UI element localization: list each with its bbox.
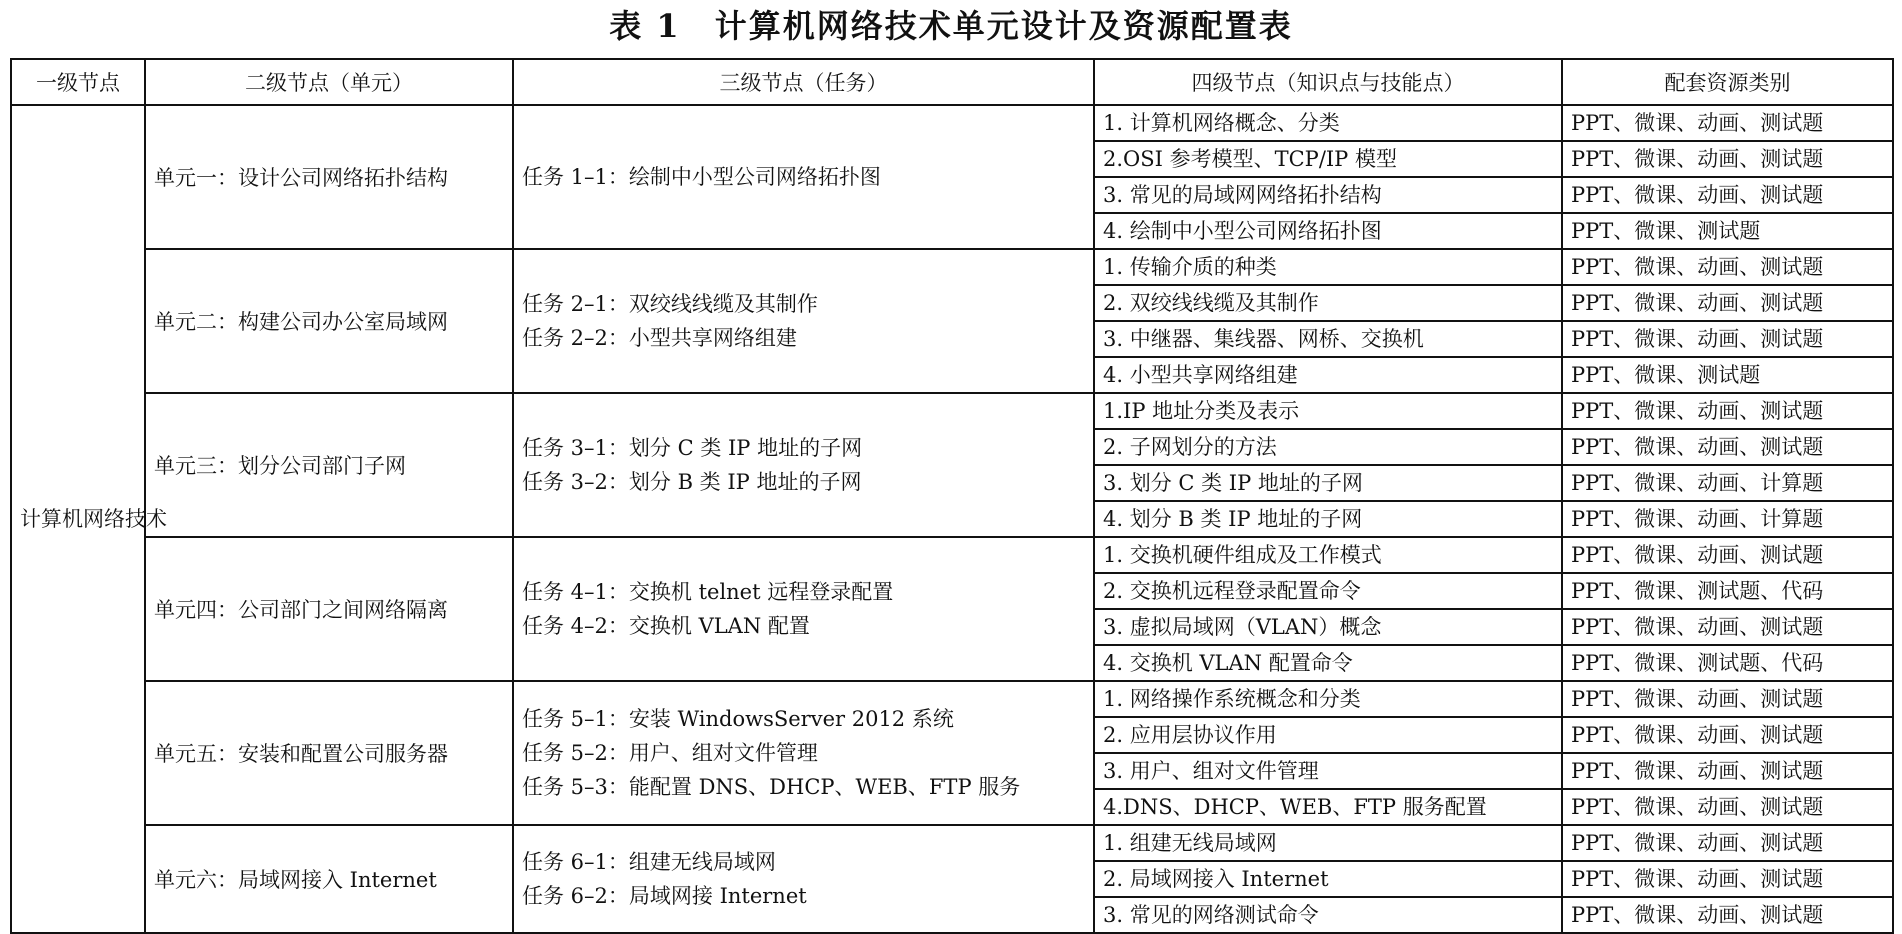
resource-cell: PPT、微课、动画、测试题	[1562, 753, 1893, 789]
resource-cell: PPT、微课、测试题	[1562, 357, 1893, 393]
table-title: 表 1 计算机网络技术单元设计及资源配置表	[609, 7, 1293, 45]
task-item: 任务 3–1：划分 C 类 IP 地址的子网	[522, 436, 863, 460]
resource-cell: PPT、微课、动画、测试题	[1562, 789, 1893, 825]
resource-cell: PPT、微课、动画、计算题	[1562, 465, 1893, 501]
header-level1: 一级节点	[11, 59, 145, 105]
resource-cell: PPT、微课、测试题、代码	[1562, 645, 1893, 681]
task-item: 任务 2–2：小型共享网络组建	[522, 326, 797, 350]
knowledge-cell: 4. 绘制中小型公司网络拓扑图	[1094, 213, 1562, 249]
resource-cell: PPT、微课、动画、测试题	[1562, 717, 1893, 753]
knowledge-cell: 2. 局域网接入 Internet	[1094, 861, 1562, 897]
knowledge-cell: 2. 交换机远程登录配置命令	[1094, 573, 1562, 609]
knowledge-cell: 3. 划分 C 类 IP 地址的子网	[1094, 465, 1562, 501]
task-item: 任务 6–2：局域网接 Internet	[522, 884, 807, 908]
task-cell	[513, 681, 1094, 825]
knowledge-cell: 1. 网络操作系统概念和分类	[1094, 681, 1562, 717]
knowledge-cell: 1. 传输介质的种类	[1094, 249, 1562, 285]
resource-cell: PPT、微课、动画、测试题	[1562, 249, 1893, 285]
knowledge-cell: 2. 子网划分的方法	[1094, 429, 1562, 465]
table-row	[11, 825, 1893, 861]
task-item: 任务 1–1：绘制中小型公司网络拓扑图	[522, 165, 881, 189]
knowledge-cell: 1. 交换机硬件组成及工作模式	[1094, 537, 1562, 573]
task-cell	[513, 825, 1094, 933]
resource-cell: PPT、微课、动画、测试题	[1562, 393, 1893, 429]
knowledge-cell: 2.OSI 参考模型、TCP/IP 模型	[1094, 141, 1562, 177]
knowledge-cell: 3. 用户、组对文件管理	[1094, 753, 1562, 789]
task-item: 任务 6–1：组建无线局域网	[522, 850, 776, 874]
watermark: ​	[1878, 879, 1888, 891]
knowledge-cell: 1.IP 地址分类及表示	[1094, 393, 1562, 429]
resource-cell: PPT、微课、动画、测试题	[1562, 537, 1893, 573]
task-item: 任务 5–1：安装 WindowsServer 2012 系统	[522, 707, 954, 731]
header-level2: 二级节点（单元）	[145, 59, 513, 105]
header-level3: 三级节点（任务）	[513, 59, 1094, 105]
level1-node: 计算机网络技术	[11, 105, 145, 933]
unit-cell: 单元二：构建公司办公室局域网	[145, 249, 513, 393]
task-cell	[513, 537, 1094, 681]
task-cell	[513, 249, 1094, 393]
knowledge-cell: 4. 划分 B 类 IP 地址的子网	[1094, 501, 1562, 537]
header-resources: 配套资源类别	[1562, 59, 1893, 105]
unit-cell: 单元四：公司部门之间网络隔离	[145, 537, 513, 681]
resource-cell: PPT、微课、动画、测试题	[1562, 609, 1893, 645]
unit-cell: 单元三：划分公司部门子网	[145, 393, 513, 537]
resource-cell: PPT、微课、测试题	[1562, 213, 1893, 249]
resource-table	[10, 58, 1894, 934]
task-item: 任务 2–1：双绞线线缆及其制作	[522, 292, 818, 316]
knowledge-cell: 3. 中继器、集线器、网桥、交换机	[1094, 321, 1562, 357]
resource-cell: PPT、微课、动画、测试题	[1562, 861, 1893, 897]
task-item: 任务 3–2：划分 B 类 IP 地址的子网	[522, 470, 862, 494]
table-row	[11, 249, 1893, 285]
knowledge-cell: 1. 组建无线局域网	[1094, 825, 1562, 861]
knowledge-cell: 1. 计算机网络概念、分类	[1094, 105, 1562, 141]
task-item: 任务 4–2：交换机 VLAN 配置	[522, 614, 810, 638]
resource-cell: PPT、微课、动画、测试题	[1562, 825, 1893, 861]
knowledge-cell: 4. 交换机 VLAN 配置命令	[1094, 645, 1562, 681]
resource-cell: PPT、微课、测试题、代码	[1562, 573, 1893, 609]
table-row	[11, 537, 1893, 573]
knowledge-cell: 3. 常见的局域网网络拓扑结构	[1094, 177, 1562, 213]
resource-cell: PPT、微课、动画、测试题	[1562, 681, 1893, 717]
task-item: 任务 4–1：交换机 telnet 远程登录配置	[522, 580, 894, 604]
resource-cell: PPT、微课、动画、测试题	[1562, 141, 1893, 177]
unit-cell: 单元五：安装和配置公司服务器	[145, 681, 513, 825]
knowledge-cell: 4.DNS、DHCP、WEB、FTP 服务配置	[1094, 789, 1562, 825]
table-row	[11, 393, 1893, 429]
unit-cell: 单元一：设计公司网络拓扑结构	[145, 105, 513, 249]
header-level4: 四级节点（知识点与技能点）	[1094, 59, 1562, 105]
table-body	[11, 105, 1893, 933]
table-row	[11, 681, 1893, 717]
resource-cell: PPT、微课、动画、测试题	[1562, 177, 1893, 213]
table-row	[11, 105, 1893, 141]
resource-cell: PPT、微课、动画、测试题	[1562, 897, 1893, 933]
task-cell	[513, 393, 1094, 537]
unit-cell: 单元六：局域网接入 Internet	[145, 825, 513, 933]
resource-cell: PPT、微课、动画、计算题	[1562, 501, 1893, 537]
knowledge-cell: 3. 常见的网络测试命令	[1094, 897, 1562, 933]
resource-cell: PPT、微课、动画、测试题	[1562, 105, 1893, 141]
task-cell	[513, 105, 1094, 249]
knowledge-cell: 2. 应用层协议作用	[1094, 717, 1562, 753]
knowledge-cell: 3. 虚拟局域网（VLAN）概念	[1094, 609, 1562, 645]
header-row	[11, 59, 1893, 105]
knowledge-cell: 4. 小型共享网络组建	[1094, 357, 1562, 393]
knowledge-cell: 2. 双绞线线缆及其制作	[1094, 285, 1562, 321]
resource-cell: PPT、微课、动画、测试题	[1562, 285, 1893, 321]
task-item: 任务 5–2：用户、组对文件管理	[522, 741, 818, 765]
resource-cell: PPT、微课、动画、测试题	[1562, 321, 1893, 357]
task-item: 任务 5–3：能配置 DNS、DHCP、WEB、FTP 服务	[522, 775, 1021, 799]
resource-cell: PPT、微课、动画、测试题	[1562, 429, 1893, 465]
